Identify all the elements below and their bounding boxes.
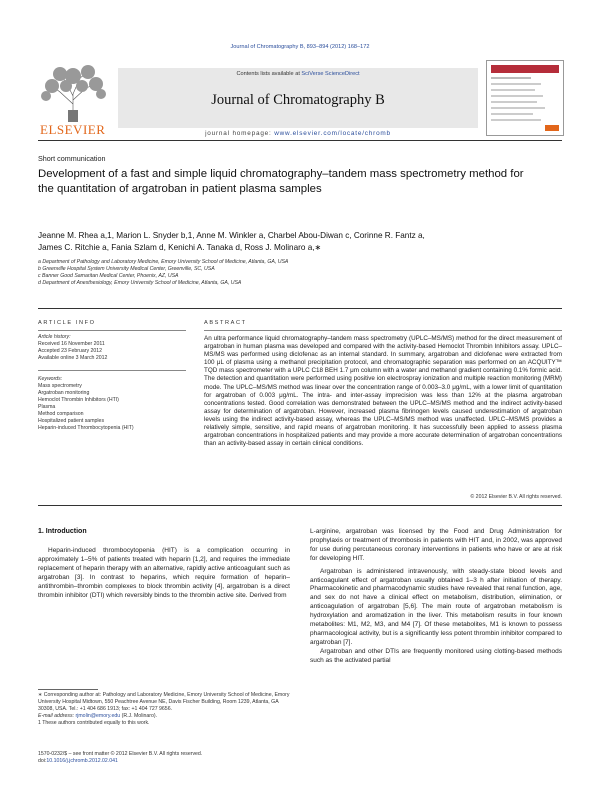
authors-line-2: James C. Ritchie a, Fania Szlam d, Kenichi A. Tanaka d, Ross J. Molinaro a,∗ bbox=[38, 243, 322, 252]
elsevier-wordmark: ELSEVIER bbox=[40, 122, 106, 137]
intro-paragraph-1: Heparin-induced thrombocytopenia (HIT) is a complication occurring in approximately 1–5% of patients treated with heparin [1,2], and requires the immediate replacement of heparin therapy with an alternative, rapidly active anticoagulant such as argatroban [3]. In contrast to heparins, which require formation of heparin–antithrombin–thrombin complexes to block thrombin activity [4], argatroban is a direct thrombin inhibitor (DTI) which reversibly binds to the thrombin active site. Derived from bbox=[38, 547, 290, 599]
doi-line bbox=[38, 758, 338, 765]
email-link[interactable]: rjmolin@emory.edu bbox=[75, 713, 121, 719]
journal-cover-thumbnail bbox=[486, 60, 564, 136]
keywords bbox=[38, 376, 186, 432]
history-online: Available online 3 March 2012 bbox=[38, 355, 108, 361]
keyword: Hemoclot Thrombin Inhibitors (HTI) bbox=[38, 397, 119, 403]
footnote-email bbox=[38, 713, 290, 720]
masthead bbox=[38, 56, 562, 140]
intro-paragraph-4: Argatroban and other DTIs are frequently monitored using clotting-based methods such as the activated partial bbox=[310, 647, 562, 664]
footnote-equal-contribution: 1 These authors contributed equally to this work. bbox=[38, 720, 150, 726]
homepage-prefix: journal homepage: bbox=[205, 130, 275, 137]
article-history bbox=[38, 334, 186, 362]
authors-line-1: Jeanne M. Rhea a,1, Marion L. Snyder b,1, Anne M. Winkler a, Charbel Abou-Diwan c, Corinne R. Fantz a, bbox=[38, 231, 425, 240]
keywords-heading: Keywords: bbox=[38, 376, 63, 382]
masthead-rule bbox=[38, 140, 562, 141]
affiliation-d: d Department of Anesthesiology, Emory University School of Medicine, Atlanta, GA, USA bbox=[38, 280, 242, 286]
journal-title: Journal of Chromatography B bbox=[211, 92, 385, 108]
abstract-rule bbox=[204, 330, 562, 331]
copyright: © 2012 Elsevier B.V. All rights reserved. bbox=[470, 494, 562, 500]
footnote-rule bbox=[38, 689, 98, 690]
keywords-rule bbox=[38, 370, 186, 371]
keyword: Method comparison bbox=[38, 411, 84, 417]
intro-right-column bbox=[310, 528, 562, 666]
abstract-heading: ABSTRACT bbox=[204, 320, 247, 326]
history-accepted: Accepted 23 February 2012 bbox=[38, 348, 103, 354]
doi-link[interactable]: 10.1016/j.jchromb.2012.02.041 bbox=[46, 758, 118, 764]
history-heading: Article history: bbox=[38, 334, 71, 340]
doi-prefix: doi: bbox=[38, 758, 47, 764]
affiliation-c: c Banner Good Samaritan Medical Center, Phoenix, AZ, USA bbox=[38, 273, 179, 279]
affiliations bbox=[38, 259, 562, 287]
issn-doi bbox=[38, 751, 338, 765]
abstract-end-rule bbox=[38, 505, 562, 506]
keyword: Mass spectrometry bbox=[38, 383, 82, 389]
cover-band bbox=[491, 65, 559, 73]
journal-banner bbox=[118, 68, 478, 128]
issn-line: 1570-0232/$ – see front matter © 2012 Elsevier B.V. All rights reserved. bbox=[38, 751, 203, 757]
homepage-line bbox=[118, 130, 478, 137]
elsevier-tree-logo bbox=[38, 64, 108, 126]
keyword: Argatroban monitoring bbox=[38, 390, 90, 396]
sciencedirect-link[interactable]: SciVerse ScienceDirect bbox=[301, 71, 360, 77]
authors bbox=[38, 230, 562, 254]
footnote-corresponding: ∗ Corresponding author at: Pathology and Laboratory Medicine, Emory University School of Medicine, Emory University Hospital Midtown, 550 Peachtree Avenue NE, Davis Fischer Building, Room 1239, Atlanta, GA 30308, USA. Tel.: +1 404 686 1913; fax: +1 404 727 9656. bbox=[38, 692, 290, 712]
affiliation-b: b Greenville Hospital System University Medical Center, Greenville, SC, USA bbox=[38, 266, 215, 272]
article-type: Short communication bbox=[38, 154, 106, 163]
keyword: Hospitalized patient samples bbox=[38, 418, 105, 424]
contents-prefix: Contents lists available at bbox=[236, 71, 302, 77]
abstract-text: An ultra performance liquid chromatography–tandem mass spectrometry (UPLC–MS/MS) method for the direct measurement of argatroban in human plasma was developed and compared with the activity-based Hemoclot Thrombin Inhibitors assay. UPLC–MS/MS was performed using diclofenac as an internal standard. In summary, argatroban and diclofenac were extracted from 100 μL of plasma using a methanol precipitation protocol, and chromatographic separation was performed on an ACQUITY™ TQD mass spectrometer with a UPLC C18 BEH 1.7 μm column with a water and methanol gradient containing 0.1% formic acid. The detection and quantitation were performed using positive ion electrospray ionization and multiple reaction monitoring (MRM) mode. The UPLC–MS/MS method was linear over the concentration range of 0.003–3.0 μg/mL, with a lower limit of quantitation for argatroban of 0.003 μg/mL. The intra- and inter-assay imprecision was less than 12% at the plasma argatroban concentrations tested. Good correlation was demonstrated between the UPLC–MS/MS method and the indirect activity-based assay for determination of argatroban. However, increased plasma fibrinogen levels caused underestimation of argatroban levels using the indirect activity-based assay, whereas the UPLC–MS/MS method was unaffected. UPLC–MS/MS provides a relatively simple, sensitive, and rapid means of argatroban monitoring. It has successfully been applied to assess plasma argatroban concentrations in hospitalized patients and may provide a more accurate determination of argatroban concentrations than an activity-based assay in certain clinical conditions. bbox=[204, 335, 562, 448]
introduction-heading: 1. Introduction bbox=[38, 528, 87, 535]
history-received: Received 16 November 2011 bbox=[38, 341, 105, 347]
article-info-rule bbox=[38, 330, 186, 331]
email-suffix: (R.J. Molinaro). bbox=[120, 713, 158, 719]
affiliation-a: a Department of Pathology and Laboratory Medicine, Emory University School of Medicine, Atlanta, GA, USA bbox=[38, 259, 289, 265]
email-label: E-mail address: bbox=[38, 713, 76, 719]
article-info-heading: ARTICLE INFO bbox=[38, 320, 96, 326]
homepage-link[interactable]: www.elsevier.com/locate/chromb bbox=[274, 130, 391, 137]
intro-paragraph-2: L-arginine, argatroban was licensed by the Food and Drug Administration for prophylaxis or treatment of thrombosis in patients with HIT and, in 2002, was approved for use during percutaneous coronary interventions in patients who have or are at risk for developing HIT. bbox=[310, 528, 562, 562]
keyword: Heparin-induced Thrombocytopenia (HIT) bbox=[38, 425, 134, 431]
contents-line bbox=[118, 71, 478, 79]
keyword: Plasma bbox=[38, 404, 56, 410]
affiliation-rule bbox=[38, 308, 562, 309]
article-title: Development of a fast and simple liquid chromatography–tandem mass spectrometry method for the quantitation of argatroban in patient plasma samples bbox=[38, 168, 524, 195]
intro-paragraph-3: Argatroban is administered intravenously, with steady-state blood levels and anticoagulant effect of argatroban usually obtained 1–3 h after initiation of therapy. Pharmacokinetic and pharmacodynamic studies have revealed that renal function, age, and sex do not have a clinical effect on metabolism, distribution, elimination, or anticoagulation of argatroban [5,6]. The main route of argatroban metabolism is hydroxylation and aromatization in the liver. This metabolism results in four known metabolites: M1, M2, M3, and M4 [7]. Of these metabolites, M1 is known to possess pharmacological activity, but is a significantly less potent thrombin inhibitor compared to argatroban [7]. bbox=[310, 567, 562, 646]
intro-left-column bbox=[38, 547, 290, 600]
running-header: Journal of Chromatography B, 893–894 (2012) 168–172 bbox=[230, 44, 370, 50]
footnotes bbox=[38, 692, 290, 727]
